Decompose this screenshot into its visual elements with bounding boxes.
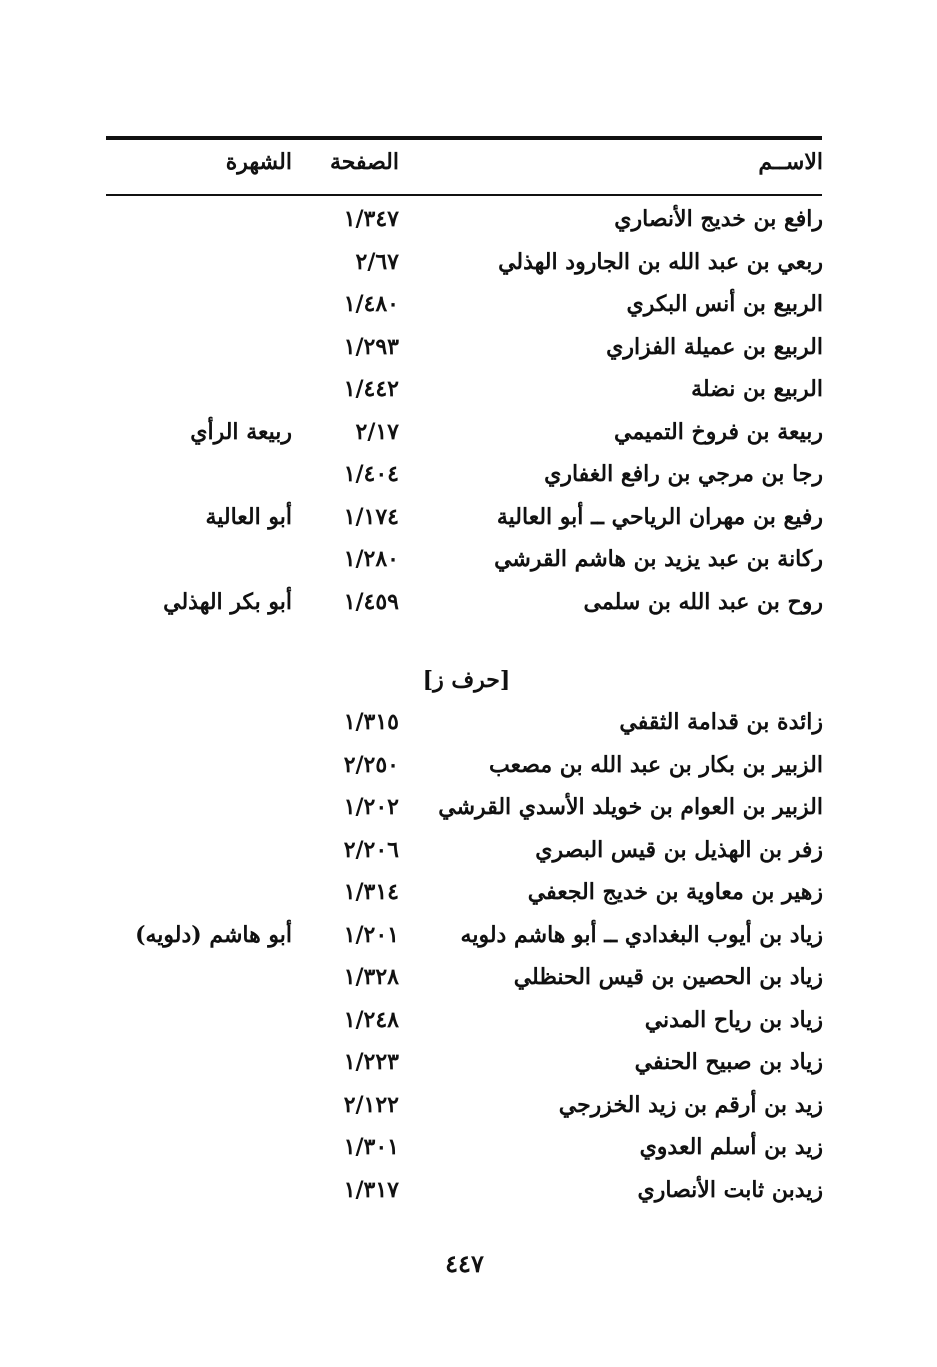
table-row xyxy=(0,1126,937,1169)
table-row xyxy=(0,283,937,326)
entry-name: الربيع بن نضلة xyxy=(691,376,823,402)
table-row xyxy=(0,786,937,829)
table-row xyxy=(0,701,937,744)
entry-page: ٢/١٧ xyxy=(355,418,399,445)
entry-page: ١/٣١٧ xyxy=(343,1176,399,1203)
entry-name: الزبير بن العوام بن خويلد الأسدي القرشي xyxy=(438,794,823,820)
header-fame: الشهرة xyxy=(225,149,292,175)
entry-page: ١/٤٠٤ xyxy=(343,461,399,487)
entry-page: ١/٤٥٩ xyxy=(343,588,399,615)
entry-name: زفر بن الهذيل بن قيس البصري xyxy=(535,836,823,863)
table-row xyxy=(0,1169,937,1212)
entry-page: ١/١٧٤ xyxy=(343,503,399,530)
entry-fame: أبو العالية xyxy=(205,503,292,530)
table-row xyxy=(0,829,937,872)
table-row xyxy=(0,999,937,1042)
entry-name: زياد بن صبيح الحنفي xyxy=(634,1049,823,1075)
table-row xyxy=(0,496,937,539)
entry-page: ١/٢٤٨ xyxy=(343,1006,399,1033)
section-zay xyxy=(0,701,937,1211)
table-row xyxy=(0,956,937,999)
table-row xyxy=(0,411,937,454)
entry-page: ١/٣١٤ xyxy=(343,879,399,905)
entry-name: زيد بن أرقم بن زيد الخزرجي xyxy=(558,1091,823,1118)
table-row xyxy=(0,871,937,914)
entry-name: زائدة بن قدامة الثقفي xyxy=(619,709,823,735)
table-row xyxy=(0,744,937,787)
entry-page: ١/٢٨٠ xyxy=(343,546,399,572)
entry-page: ٢/٢٥٠ xyxy=(343,751,399,778)
table-row xyxy=(0,538,937,581)
entry-name: رافع بن خديج الأنصاري xyxy=(614,206,823,232)
table-row xyxy=(0,198,937,241)
entry-page: ١/٣٠١ xyxy=(343,1134,399,1160)
table-row xyxy=(0,368,937,411)
entry-name: رفيع بن مهران الرياحي ــ أبو العالية xyxy=(496,503,823,530)
table-row xyxy=(0,914,937,957)
entry-name: زيدبن ثابت الأنصاري xyxy=(637,1176,823,1203)
entry-page: ٢/٦٧ xyxy=(355,248,399,275)
entry-page: ١/٢٩٣ xyxy=(343,333,399,360)
entry-name: زياد بن رياح المدني xyxy=(644,1006,823,1033)
entry-name: الربيع بن أنس البكري xyxy=(626,291,823,317)
table-row xyxy=(0,1084,937,1127)
entry-name: ربعي بن عبد الله بن الجارود الهذلي xyxy=(498,248,823,275)
table-row xyxy=(0,326,937,369)
entry-page: ١/٢٢٣ xyxy=(343,1049,399,1075)
entry-name: زياد بن الحصين بن قيس الحنظلي xyxy=(513,964,823,990)
entry-page: ١/٣٢٨ xyxy=(343,964,399,990)
entry-name: زياد بن أيوب البغدادي ــ أبو هاشم دلويه xyxy=(460,921,823,948)
table-top-rule xyxy=(106,136,822,140)
entry-page: ١/٢٠١ xyxy=(343,921,399,948)
entry-page: ١/٤٤٢ xyxy=(343,376,399,402)
table-row xyxy=(0,581,937,624)
entry-page: ٢/١٢٢ xyxy=(343,1091,399,1118)
entry-fame: أبو هاشم (دلويه) xyxy=(135,921,292,948)
entry-fame: ربيعة الرأي xyxy=(190,418,292,445)
header-page: الصفحة xyxy=(329,149,399,175)
entry-page: ١/٣٤٧ xyxy=(343,206,399,232)
entry-name: زيد بن أسلم العدوي xyxy=(639,1134,823,1160)
entry-fame: أبو بكر الهذلي xyxy=(163,588,292,615)
header-name: الاســم xyxy=(758,149,823,175)
entry-name: ركانة بن عبد يزيد بن هاشم القرشي xyxy=(494,546,823,572)
table-header-rule xyxy=(106,194,822,196)
entry-name: زهير بن معاوية بن خديج الجعفي xyxy=(527,879,823,905)
table-row xyxy=(0,1041,937,1084)
entry-page: ١/٢٠٢ xyxy=(343,794,399,820)
page-number-text: ٤٤٧ xyxy=(445,1249,484,1278)
entry-page: ١/٣١٥ xyxy=(343,709,399,735)
entry-name: رجا بن مرجي بن رافع الغفاري xyxy=(544,461,823,487)
entry-page: ٢/٢٠٦ xyxy=(343,836,399,863)
section-heading-zay xyxy=(0,660,937,700)
section-heading-text: [حرف ز] xyxy=(422,667,511,693)
entry-page: ١/٤٨٠ xyxy=(343,291,399,317)
table-row xyxy=(0,241,937,284)
entry-name: روح بن عبد الله بن سلمى xyxy=(583,588,823,615)
page-number xyxy=(0,1244,937,1284)
section-ra xyxy=(0,198,937,623)
entry-name: ربيعة بن فروخ التميمي xyxy=(614,418,823,445)
entry-name: الربيع بن عميلة الفزاري xyxy=(606,333,823,360)
entry-name: الزبير بن بكار بن عبد الله بن مصعب xyxy=(489,751,823,778)
table-row xyxy=(0,453,937,496)
